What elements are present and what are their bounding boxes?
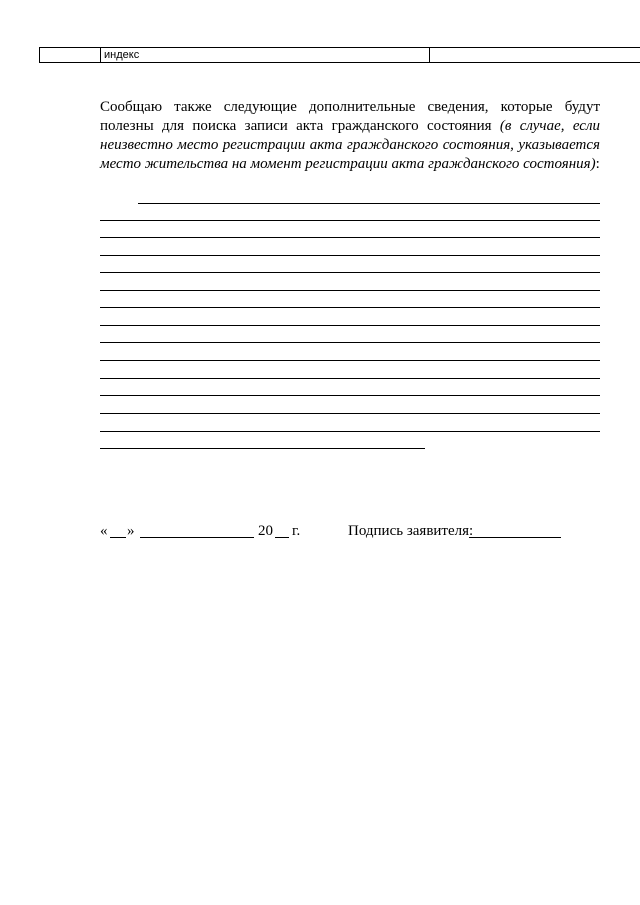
table-cell-empty (40, 48, 101, 62)
additional-info-paragraph (100, 98, 600, 174)
fill-line[interactable] (138, 203, 600, 204)
fill-line[interactable] (100, 395, 600, 396)
signature-label: Подпись заявителя: (348, 523, 474, 539)
fill-line[interactable] (100, 272, 600, 273)
index-cell (100, 48, 430, 62)
fill-line[interactable] (100, 307, 600, 308)
year-prefix: 20 (258, 523, 273, 539)
fill-line[interactable] (100, 255, 600, 256)
fill-line[interactable] (100, 342, 600, 343)
fill-line[interactable] (100, 360, 600, 361)
index-value-cell[interactable] (430, 48, 640, 62)
signature-blank[interactable] (469, 522, 561, 538)
fill-line[interactable] (100, 325, 600, 326)
fill-line[interactable] (100, 220, 600, 221)
fill-line[interactable] (100, 378, 600, 379)
year-blank[interactable] (275, 522, 289, 538)
paragraph-colon: : (595, 156, 600, 172)
paragraph-text: Сообщаю также следующие дополнительные сведения, которые будут полезны для поиска записи акта гражданского состояния (100, 99, 600, 134)
quote-open: « (100, 523, 108, 539)
fill-line[interactable] (100, 413, 600, 414)
year-suffix: г. (292, 523, 301, 539)
address-table-row (39, 47, 640, 63)
day-blank[interactable] (110, 522, 126, 538)
fill-line[interactable] (100, 237, 600, 238)
fill-line[interactable] (100, 431, 600, 432)
month-blank[interactable] (140, 522, 254, 538)
fill-line[interactable] (100, 290, 600, 291)
date-signature-row (100, 522, 570, 542)
quote-close: » (127, 523, 135, 539)
fill-line[interactable] (100, 448, 425, 449)
index-label: индекс (104, 49, 140, 61)
paragraph-italic-note: (в случае, если неизвестно место регистрации акта гражданского состояния, указывается место жительства на момент регистрации акта гражданского состояния) (100, 118, 600, 172)
